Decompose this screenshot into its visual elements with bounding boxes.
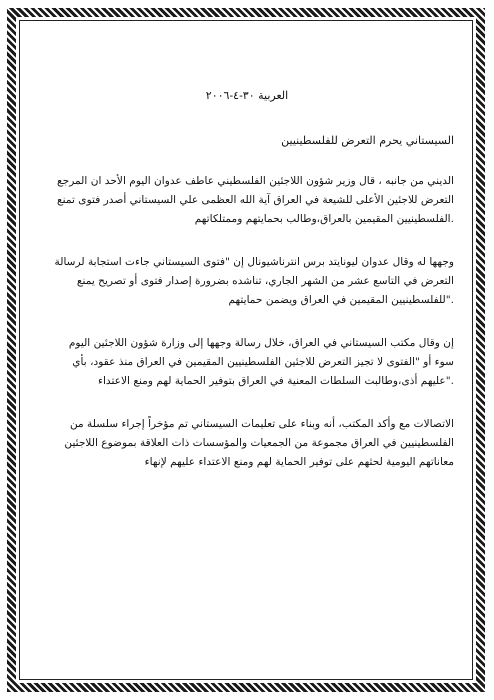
text-line: وجهها له وقال عدوان ليونايتد برس انترناشيونال إن "فتوى السيستاني جاءت استجابة لرسالة	[54, 256, 454, 268]
text-line: .الفلسطينيين المقيمين بالعراق،وطالب بحمايتهم وممتلكاتهم	[194, 213, 454, 225]
source-date-header: العربية ٣٠-٤-٢٠٠٦	[205, 89, 289, 102]
text-line: التعرض في التاسع عشر من الشهر الجاري، تناشده بضرورة إصدار فتوى أو تصريح يمنع	[76, 275, 454, 287]
document-body	[40, 86, 454, 496]
text-line: الاتصالات مع وأكد المكتب، أنه وبناء على تعليمات السيستاني تم مؤخراً إجراء سلسلة من	[69, 418, 454, 430]
text-line: ."عليهم أذى،وطالبت السلطات المعنية في العراق بتوفير الحماية لهم ومنع الاعتداء	[97, 375, 454, 387]
paragraph-1	[40, 172, 454, 229]
document-title: السيستاني يحرم التعرض للفلسطينيين	[281, 134, 454, 147]
text-line: الفلسطينيين في العراق مجموعة من الجمعيات والمؤسسات ذات العلاقة بموضوع اللاجئين	[64, 437, 454, 449]
text-line: ."للفلسطينيين المقيمين في العراق ويضمن حمايتهم	[228, 294, 454, 306]
paragraph-4	[40, 415, 454, 472]
text-line: معاناتهم اليومية لحثهم على توفير الحماية لهم ومنع الاعتداء عليهم لإنهاء	[144, 456, 454, 468]
text-line: سوء أو "الفتوى لا تجيز التعرض للاجئين الفلسطينيين المقيمين في العراق منذ عقود، بأي	[72, 356, 454, 368]
text-line: إن وقال مكتب السيستاني في العراق، خلال رسالة وجهها إلى وزارة شؤون اللاجئين اليوم	[68, 337, 454, 349]
paragraph-2	[40, 253, 454, 310]
text-line: الديني من جانبه ، قال وزير شؤون اللاجئين الفلسطيني عاطف عدوان اليوم الأحد ان المرجع	[57, 175, 454, 187]
text-line: التعرض للاجئين الأعلى للشيعة في العراق آية الله العظمى علي السيستاني أصدر فتوى تمنع	[57, 194, 454, 206]
paragraph-3	[40, 334, 454, 391]
